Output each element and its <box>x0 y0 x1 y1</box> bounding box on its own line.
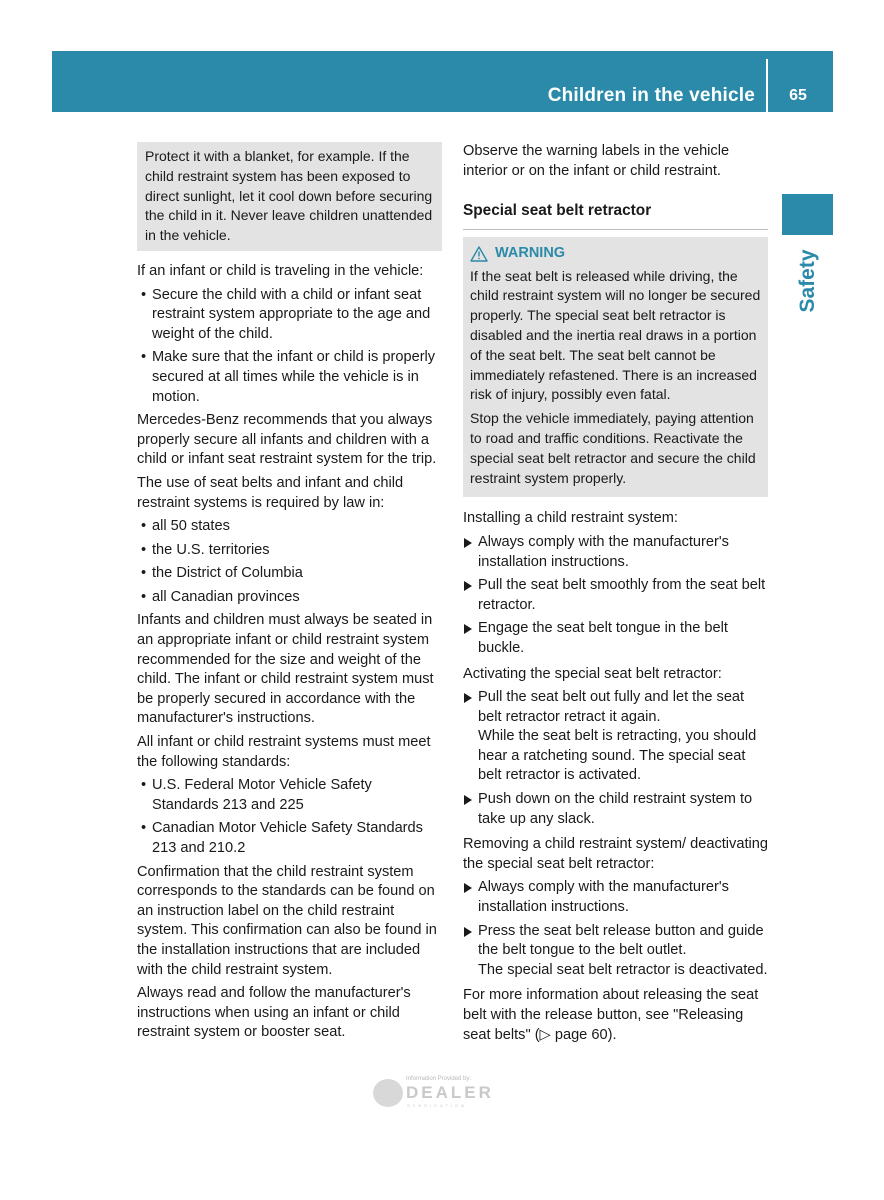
list-item: • the District of Columbia <box>137 564 442 584</box>
warning-action-text: Stop the vehicle immediately, paying attention to road and traffic conditions. Reactivate the special seat belt retractor and secure the child restraint system properly. <box>470 410 756 486</box>
step-arrow-icon <box>464 883 472 893</box>
right-column <box>463 142 768 1049</box>
step-arrow-icon <box>464 693 472 703</box>
step-item: Pull the seat belt smoothly from the seat belt retractor. <box>463 576 768 615</box>
step-arrow-icon <box>464 795 472 805</box>
note-text: Protect it with a blanket, for example. If the child restraint system has been exposed to direct sunlight, let it cool down before securing the child in it. Never leave children unattended in the vehicle. <box>145 148 433 244</box>
step-item: Pull the seat belt out fully and let the seat belt retractor retract it again. While the seat belt is retracting, you should hear a ratcheting sound. The special seat belt retractor is activated. <box>463 688 768 786</box>
section-heading: Special seat belt retractor <box>463 201 768 230</box>
activating-steps <box>463 688 768 829</box>
activating-intro: Activating the special seat belt retractor: <box>463 665 722 682</box>
step-arrow-icon <box>464 538 472 548</box>
step-arrow-icon <box>464 927 472 937</box>
list-item: • Secure the child with a child or infant seat restraint system appropriate to the age and weight of the child. <box>137 286 442 345</box>
standards-intro-text: All infant or child restraint systems must meet the following standards: <box>137 734 431 770</box>
infants-text: Infants and children must always be seated in an appropriate infant or child restraint system recommended for the size and weight of the child. The infant or child restraint system must be properly secured in accordance with the manufacturer's instructions. <box>137 612 434 727</box>
step-item: Push down on the child restraint system to take up any slack. <box>463 790 768 829</box>
step-item: Always comply with the manufacturer's installation instructions. <box>463 878 768 917</box>
dealer-logo-icon <box>373 1079 403 1107</box>
list-item: • Canadian Motor Vehicle Safety Standards 213 and 210.2 <box>137 819 442 858</box>
step-arrow-icon <box>464 581 472 591</box>
list-item: • Make sure that the infant or child is properly secured at all times while the vehicle is in motion. <box>137 348 442 407</box>
law-bullet-list <box>137 517 442 607</box>
warning-header <box>470 244 761 264</box>
warning-triangle-icon <box>470 246 488 262</box>
step-item: Always comply with the manufacturer's installation instructions. <box>463 533 768 572</box>
step-result: The special seat belt retractor is deactivated. <box>478 961 768 978</box>
warning-title: WARNING <box>495 244 566 261</box>
step-result: While the seat belt is retracting, you should hear a ratcheting sound. The special seat belt retractor is activated. <box>478 728 757 784</box>
step-arrow-icon <box>464 624 472 634</box>
section-tab-marker <box>782 194 833 235</box>
section-tab-label: Safety <box>796 249 819 313</box>
installing-intro: Installing a child restraint system: <box>463 510 678 527</box>
left-column <box>137 142 442 1047</box>
standards-bullet-list <box>137 776 442 858</box>
header-divider <box>766 59 768 112</box>
list-item: • the U.S. territories <box>137 541 442 561</box>
intro-text: If an infant or child is traveling in the vehicle: <box>137 262 424 279</box>
watermark-caption: Information Provided by: <box>406 1076 472 1082</box>
removing-intro: Removing a child restraint system/ deactivating the special seat belt retractor: <box>463 836 768 872</box>
installing-steps <box>463 533 768 659</box>
list-item: • all Canadian provinces <box>137 588 442 608</box>
intro-bullet-list <box>137 286 442 408</box>
warning-box <box>463 237 768 498</box>
list-item: • all 50 states <box>137 517 442 537</box>
recommend-text: Mercedes-Benz recommends that you always properly secure all infants and children with a child or infant seat restraint system for the trip. <box>137 412 437 468</box>
law-intro-text: The use of seat belts and infant and child restraint systems is required by law in: <box>137 474 404 511</box>
more-info-text: For more information about releasing the seat belt with the release button, see "Releasing seat belts" (▷ page 60). <box>463 987 759 1043</box>
observe-text: Observe the warning labels in the vehicle interior or on the infant or child restraint. <box>463 143 730 179</box>
page-number: 65 <box>789 87 807 104</box>
step-item: Press the seat belt release button and guide the belt tongue to the belt outlet. The special seat belt retractor is deactivated. <box>463 922 768 981</box>
dealer-watermark <box>373 1074 503 1108</box>
chapter-title: Children in the vehicle <box>547 85 755 106</box>
watermark-subtitle: SYNDICATION <box>407 1103 468 1108</box>
removing-steps <box>463 878 768 980</box>
page-header <box>52 51 833 112</box>
note-box <box>137 142 442 251</box>
warning-text: If the seat belt is released while driving, the child restraint system will no longer be secured properly. The special seat belt retractor is disabled and the inertia real draws in a portion of the seat belt. The seat belt cannot be immediately refastened. There is an increased risk of injury, possibly even fatal. <box>470 267 761 403</box>
confirmation-text: Confirmation that the child restraint system corresponds to the standards can be found on an instruction label on the child restraint system. This confirmation can also be found in the installation instructions that are included with the child restraint system. <box>137 863 437 978</box>
always-read-text: Always read and follow the manufacturer's instructions when using an infant or child restraint system or booster seat. <box>137 985 411 1041</box>
list-item: • U.S. Federal Motor Vehicle Safety Standards 213 and 225 <box>137 776 442 815</box>
watermark-name: DEALER <box>406 1083 494 1102</box>
step-item: Engage the seat belt tongue in the belt buckle. <box>463 619 768 658</box>
